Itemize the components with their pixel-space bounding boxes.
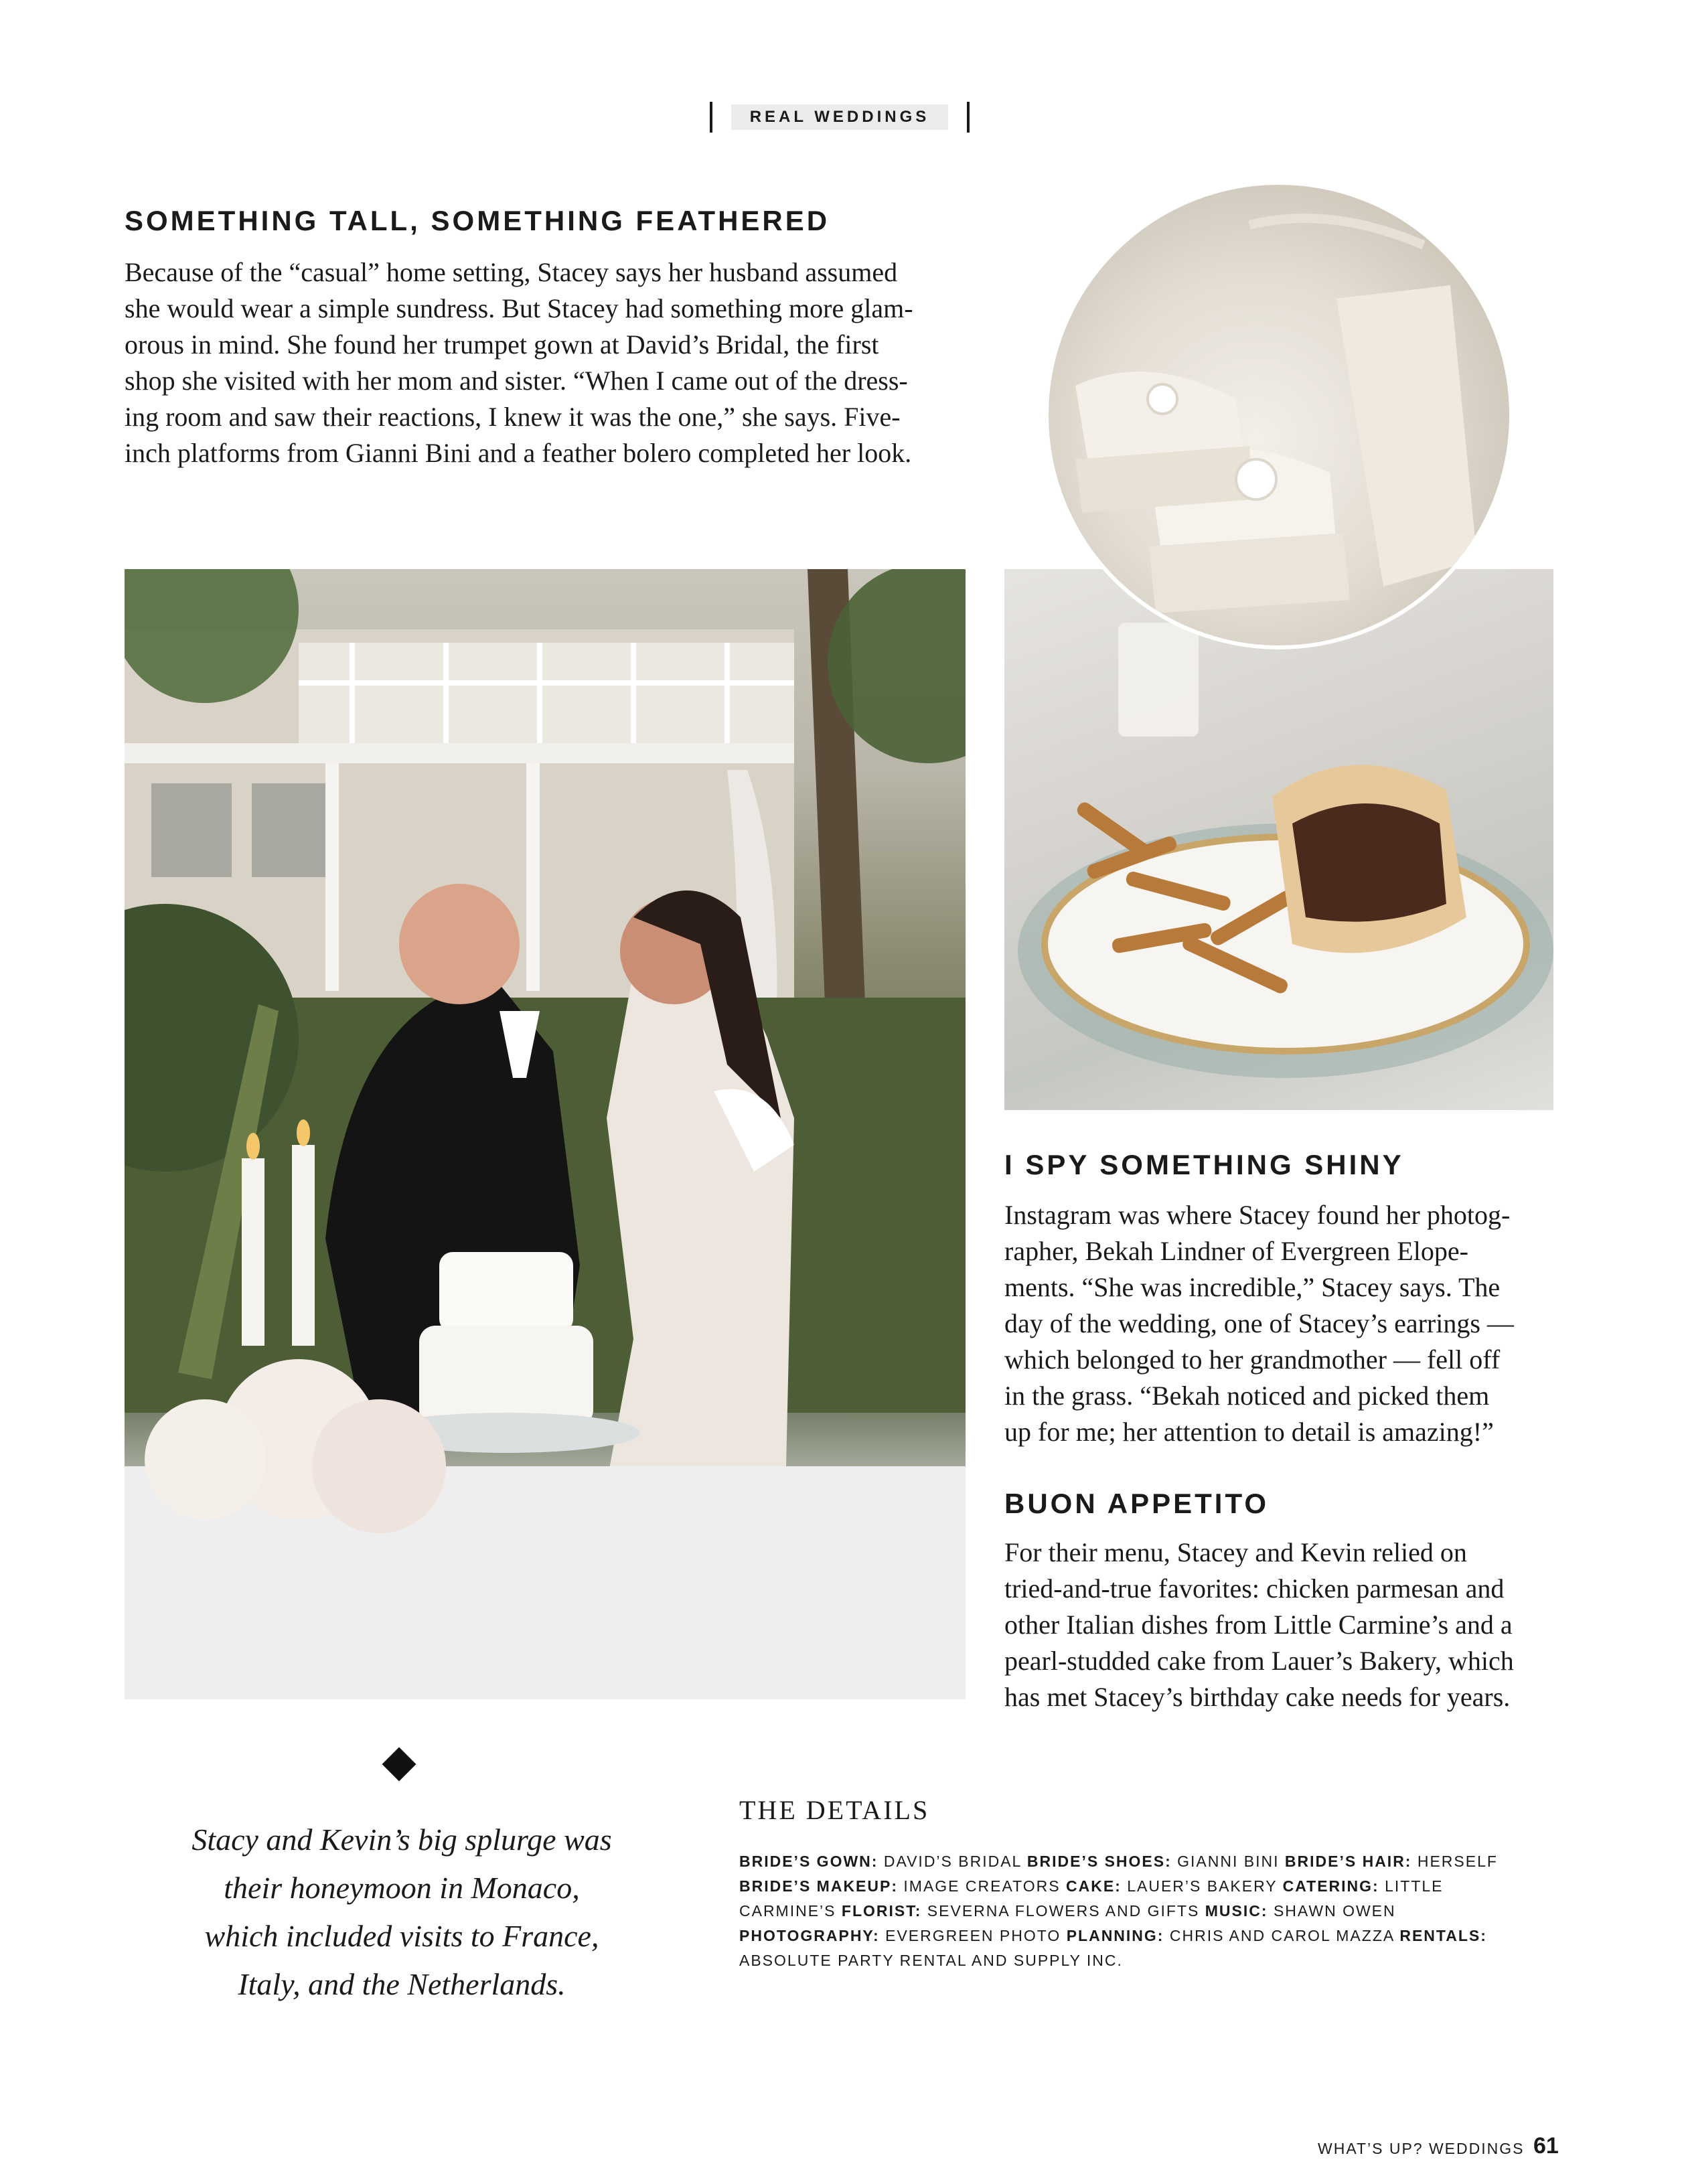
text-line: which belonged to her grandmother — fell off [1004, 1344, 1501, 1375]
text-line: she would wear a simple sundress. But Stacey had something more glam- [125, 293, 913, 323]
detail-label: BRIDE’S GOWN: [739, 1853, 878, 1870]
details-list [739, 1849, 1529, 1973]
detail-label: BRIDE’S HAIR: [1284, 1853, 1412, 1870]
detail-label: PHOTOGRAPHY: [739, 1927, 880, 1944]
detail-label: CATERING: [1282, 1877, 1379, 1895]
detail-value: IMAGE CREATORS [903, 1877, 1061, 1895]
text-line: pearl-studded cake from Lauer’s Bakery, which [1004, 1646, 1514, 1676]
text-line: ing room and saw their reactions, I knew it was the one,” she says. Five- [125, 402, 901, 432]
section-body-shiny [1004, 1197, 1553, 1450]
wedding-couple-photo [125, 569, 966, 1699]
detail-value: SHAWN OWEN [1273, 1902, 1396, 1920]
section-tag [710, 102, 970, 135]
diamond-icon [382, 1747, 416, 1782]
text-line: shop she visited with her mom and sister. “When I came out of the dress- [125, 366, 908, 396]
text-line: rapher, Bekah Lindner of Evergreen Elope- [1004, 1236, 1468, 1266]
detail-value: LITTLE CARMINE’S [739, 1877, 1444, 1920]
publication-name: WHAT’S UP? WEDDINGS [1318, 2140, 1525, 2157]
shoes-photo [1045, 181, 1513, 649]
couple-illustration [125, 569, 966, 1699]
detail-value: SEVERNA FLOWERS AND GIFTS [927, 1902, 1200, 1920]
detail-value: CHRIS AND CAROL MAZZA [1169, 1927, 1394, 1944]
section-heading-shiny: I SPY SOMETHING SHINY [1004, 1149, 1404, 1180]
text-line: inch platforms from Gianni Bini and a feather bolero completed her look. [125, 438, 912, 468]
quote-line: which included visits to France, [204, 1919, 599, 1953]
text-line: tried-and-true favorites: chicken parmesan and [1004, 1573, 1505, 1604]
text-line: up for me; her attention to detail is amazing!” [1004, 1417, 1494, 1447]
detail-value: LAUER’S BAKERY [1127, 1877, 1278, 1895]
quote-line: Stacy and Kevin’s big splurge was [192, 1822, 612, 1857]
detail-label: BRIDE’S MAKEUP: [739, 1877, 899, 1895]
text-line: Because of the “casual” home setting, Stacey says her husband assumed [125, 257, 898, 287]
text-line: in the grass. “Bekah noticed and picked them [1004, 1381, 1490, 1411]
quote-line: their honeymoon in Monaco, [224, 1871, 580, 1905]
quote-line: Italy, and the Netherlands. [238, 1967, 566, 2001]
text-line: orous in mind. She found her trumpet gown at David’s Bridal, the first [125, 329, 879, 360]
divider [967, 102, 970, 133]
shoes-illustration [1049, 185, 1509, 645]
pull-quote [154, 1816, 649, 2009]
section-heading-appetito: BUON APPETITO [1004, 1488, 1270, 1519]
detail-value: ABSOLUTE PARTY RENTAL AND SUPPLY INC. [739, 1952, 1123, 1969]
text-line: day of the wedding, one of Stacey’s earrings — [1004, 1308, 1514, 1338]
detail-label: PLANNING: [1066, 1927, 1164, 1944]
section-body-feathered [125, 254, 995, 471]
text-line: Instagram was where Stacey found her photog- [1004, 1200, 1511, 1230]
text-line: has met Stacey’s birthday cake needs for years. [1004, 1682, 1511, 1712]
detail-label: CAKE: [1065, 1877, 1122, 1895]
divider [710, 102, 712, 133]
text-line: ments. “She was incredible,” Stacey says. The [1004, 1272, 1501, 1302]
section-body-appetito [1004, 1535, 1553, 1715]
section-label: REAL WEDDINGS [731, 104, 948, 130]
food-photo [1004, 569, 1553, 1110]
detail-value: EVERGREEN PHOTO [885, 1927, 1061, 1944]
detail-value: GIANNI BINI [1177, 1853, 1280, 1870]
detail-value: DAVID’S BRIDAL [883, 1853, 1022, 1870]
detail-label: FLORIST: [841, 1902, 922, 1920]
details-title: THE DETAILS [739, 1795, 930, 1825]
detail-label: MUSIC: [1205, 1902, 1268, 1920]
section-heading-feathered: SOMETHING TALL, SOMETHING FEATHERED [125, 205, 830, 236]
text-line: other Italian dishes from Little Carmine’s and a [1004, 1610, 1513, 1640]
text-line: For their menu, Stacey and Kevin relied on [1004, 1537, 1467, 1567]
detail-label: BRIDE’S SHOES: [1026, 1853, 1172, 1870]
page-number: 61 [1533, 2133, 1559, 2159]
detail-label: RENTALS: [1399, 1927, 1487, 1944]
detail-value: HERSELF [1417, 1853, 1498, 1870]
food-illustration [1004, 569, 1553, 1110]
